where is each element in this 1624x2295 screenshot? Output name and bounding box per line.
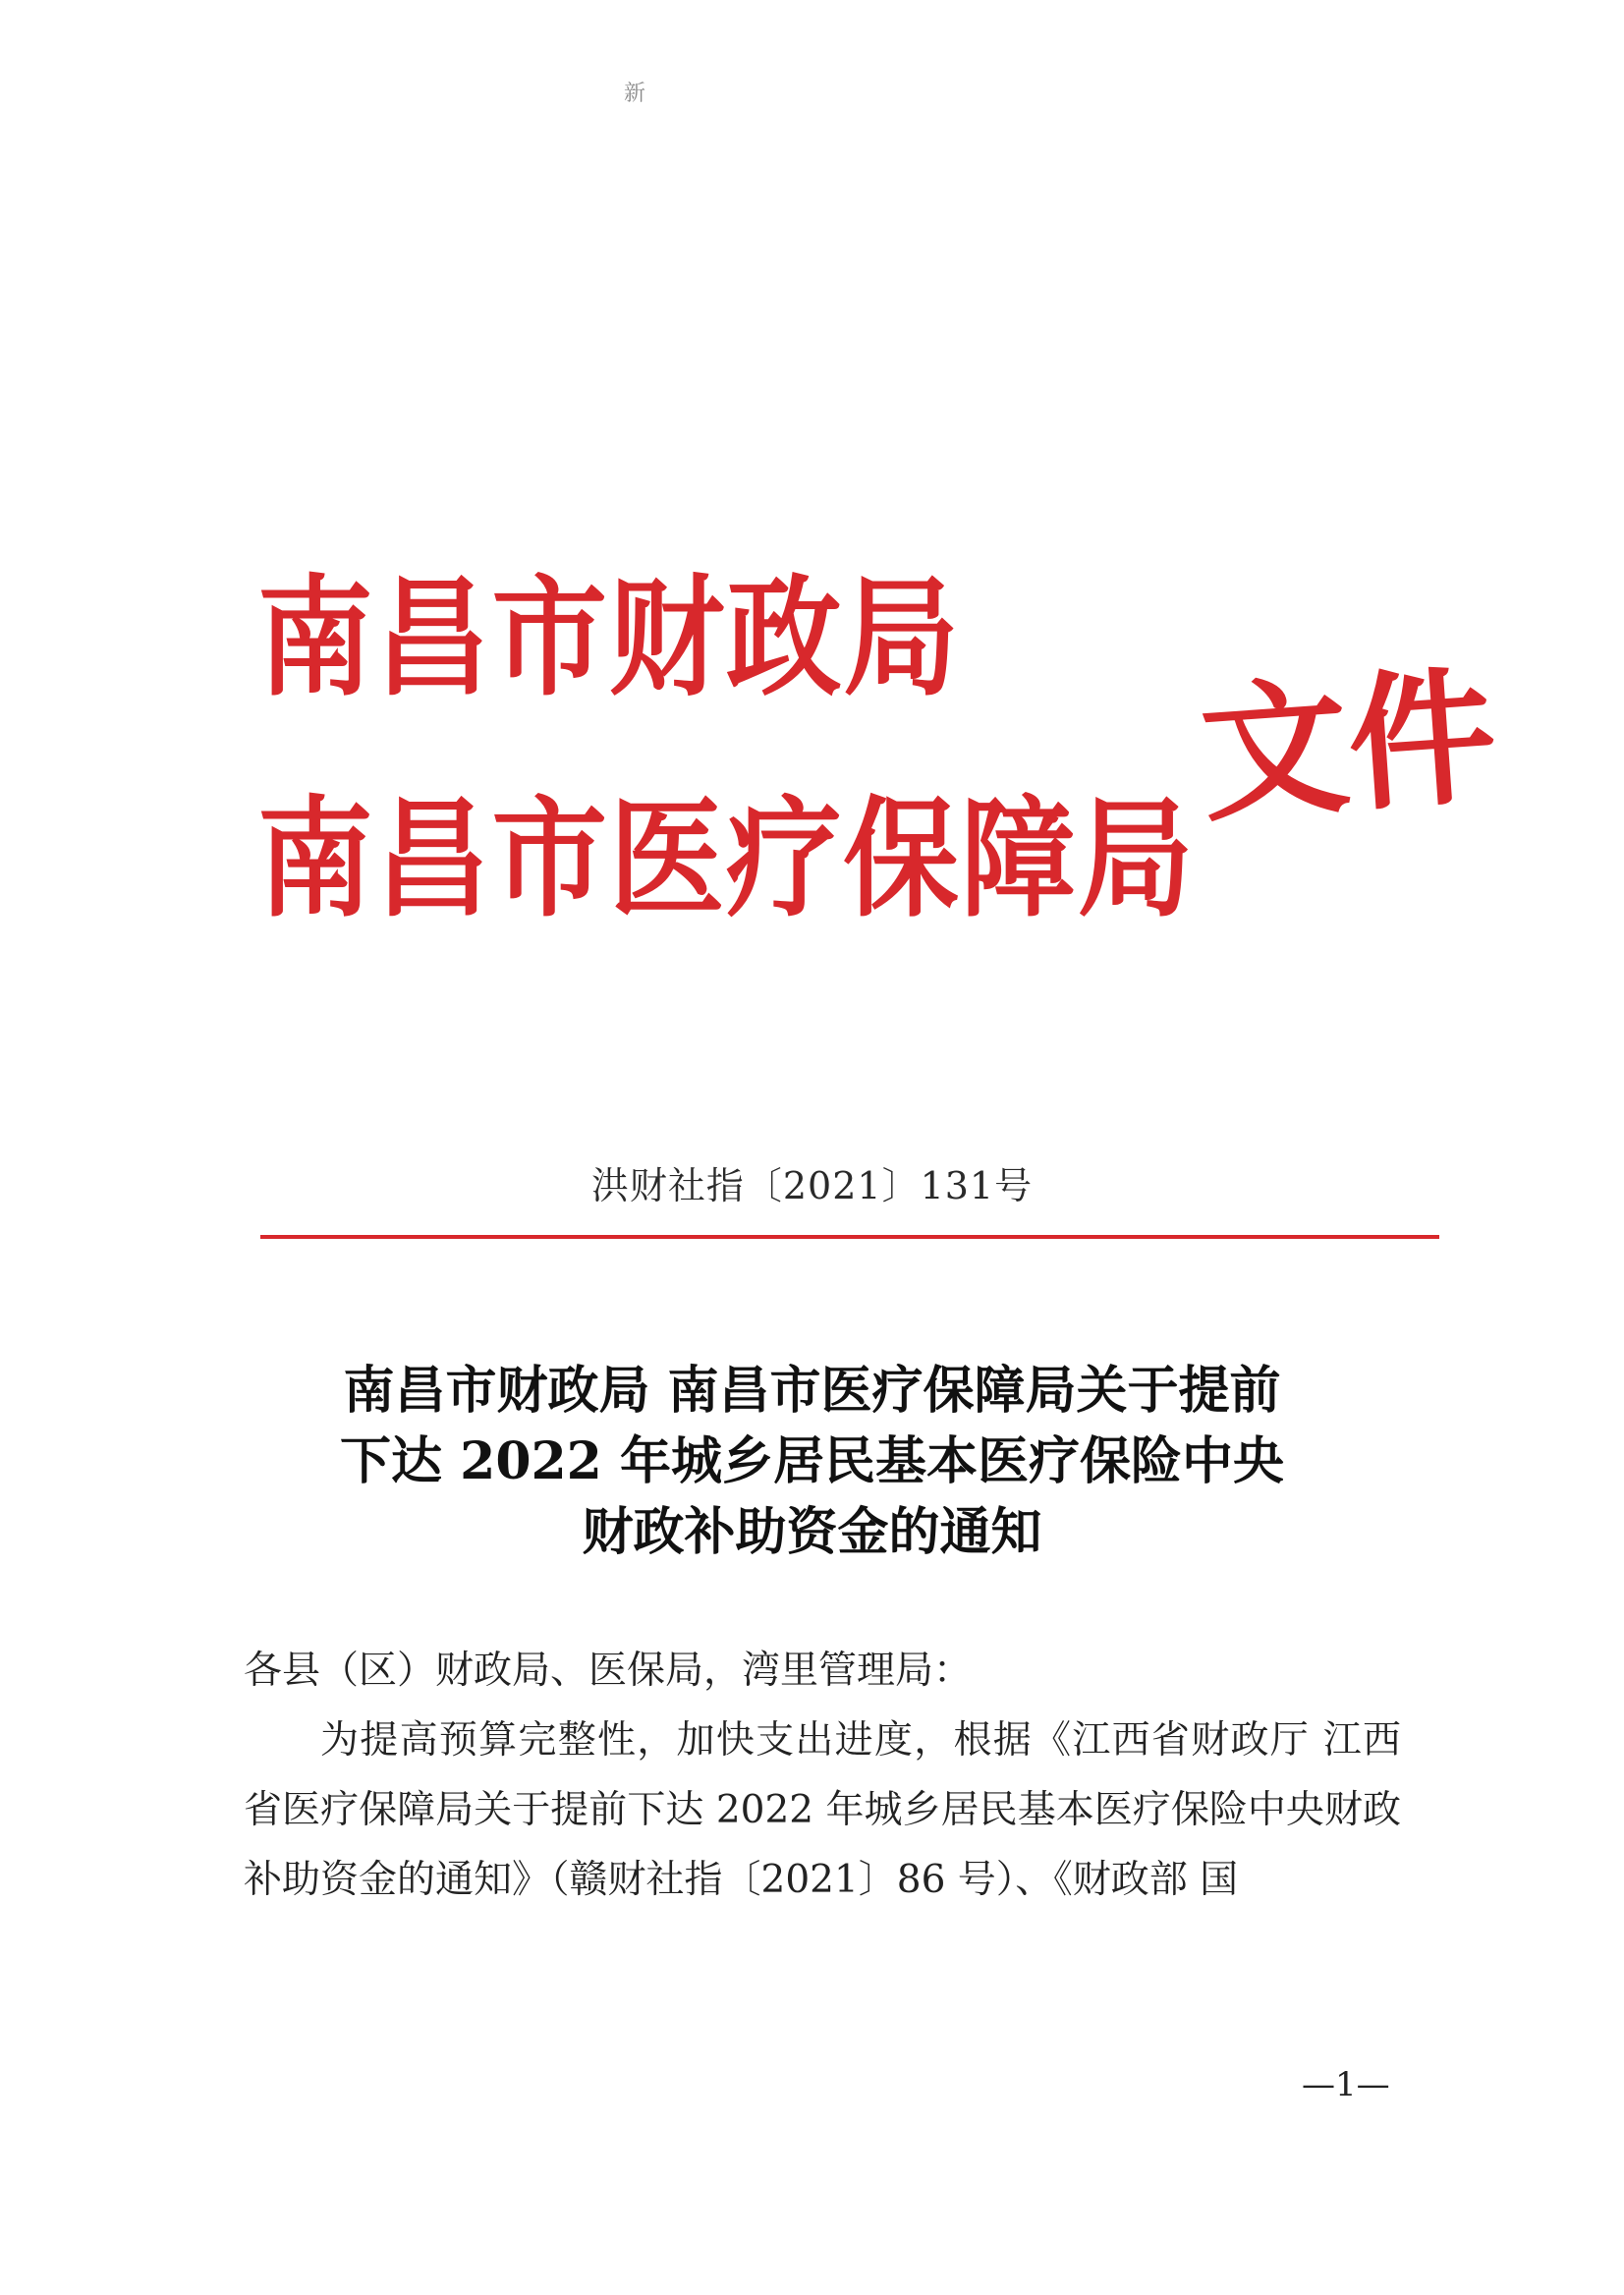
red-header bbox=[257, 562, 1502, 978]
scan-mark: 新 bbox=[624, 82, 646, 106]
document-number: 洪财社指〔2021〕131号 bbox=[590, 1164, 1034, 1207]
red-divider-line bbox=[260, 1235, 1439, 1239]
salutation: 各县（区）财政局、医保局，湾里管理局： bbox=[244, 1649, 973, 1693]
header-agency-finance: 南昌市财政局 bbox=[257, 562, 961, 714]
document-body bbox=[244, 1636, 1401, 1915]
document-title bbox=[0, 1356, 1624, 1568]
page-number: —1— bbox=[1302, 2065, 1390, 2104]
header-agency-medical-security: 南昌市医疗保障局 bbox=[257, 783, 1196, 935]
title-line-2: 下达 2022 年城乡居民基本医疗保险中央 bbox=[340, 1431, 1284, 1491]
body-paragraph: 为提高预算完整性，加快支出进度，根据《江西省财政厅 江西省医疗保障局关于提前下达 2022 年城乡居民基本医疗保险中央财政补助资金的通知》（赣财社指〔2021〕86 号）、《财政部 国 bbox=[244, 1718, 1401, 1902]
header-suffix-document: 文件 bbox=[1195, 649, 1502, 843]
title-line-3: 财政补助资金的通知 bbox=[582, 1502, 1042, 1562]
title-line-1: 南昌市财政局 南昌市医疗保障局关于提前 bbox=[343, 1361, 1281, 1421]
